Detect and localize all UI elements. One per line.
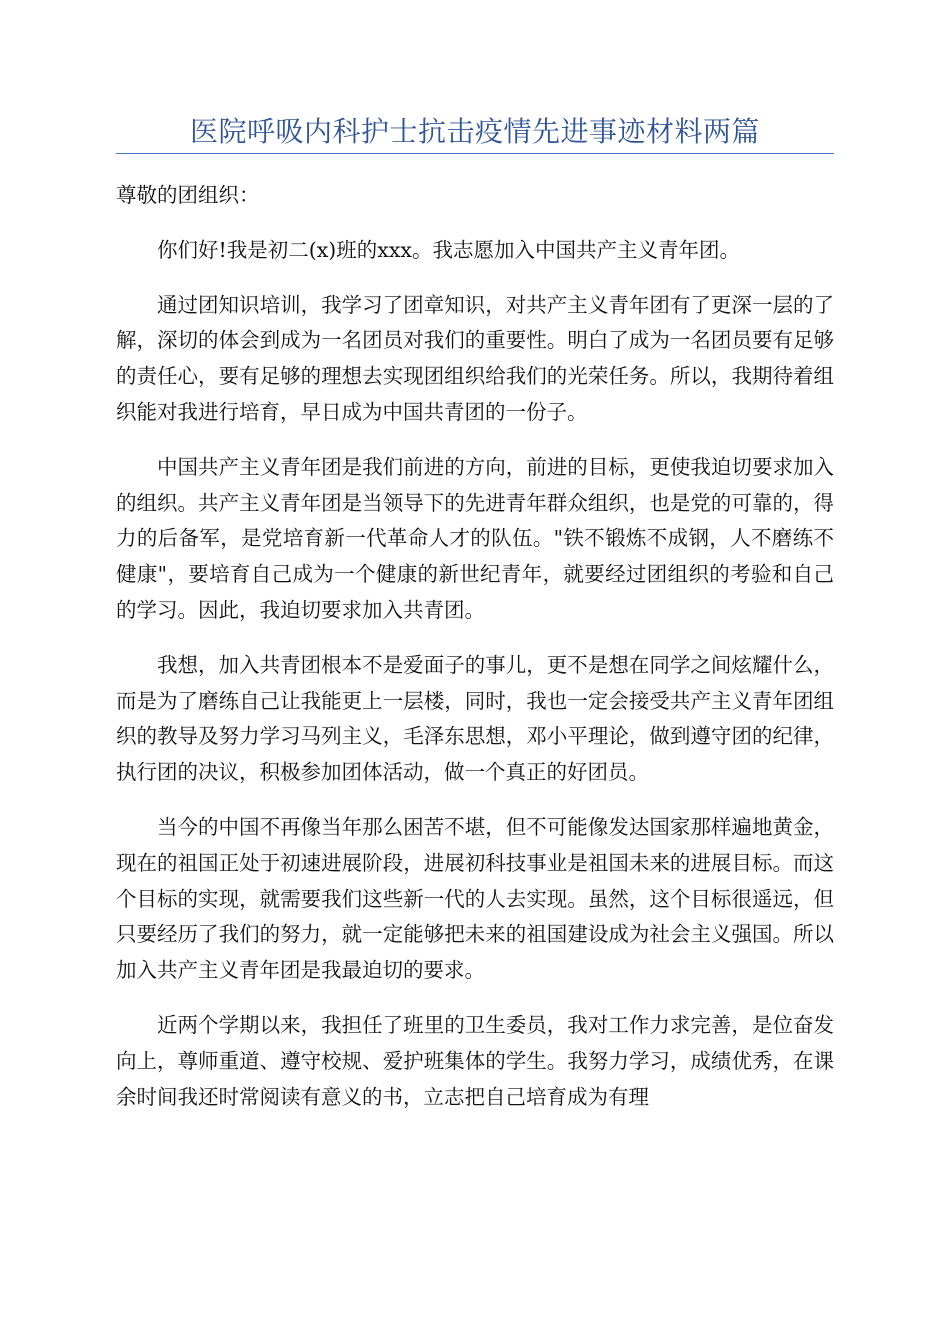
title-underline <box>116 153 834 154</box>
paragraph-1: 你们好!我是初二(x)班的xxx。我志愿加入中国共产主义青年团。 <box>157 237 740 262</box>
document-body <box>116 178 834 1134</box>
paragraph-6: 近两个学期以来，我担任了班里的卫生委员，我对工作力求完善，是位奋发向上，尊师重道、遵守校规、爱护班集体的学生。我努力学习，成绩优秀，在课余时间我还时常阅读有意义的书，立志把自己培育成为有理 <box>116 1012 834 1109</box>
paragraph-4: 我想，加入共青团根本不是爱面子的事儿，更不是想在同学之间炫耀什么，而是为了磨练自己让我能更上一层楼，同时，我也一定会接受共产主义青年团组织的教导及努力学习马列主义，毛泽东思想，邓小平理论，做到遵守团的纪律，执行团的决议，积极参加团体活动，做一个真正的好团员。 <box>116 652 834 785</box>
paragraph-3: 中国共产主义青年团是我们前进的方向，前进的目标，更使我迫切要求加入的组织。共产主义青年团是当领导下的先进青年群众组织，也是党的可靠的，得力的后备军，是党培育新一代革命人才的队伍。"铁不锻炼不成钢，人不磨练不健康"，要培育自己成为一个健康的新世纪青年，就要经过团组织的考验和自己的学习。因此，我迫切要求加入共青团。 <box>116 454 834 622</box>
salutation: 尊敬的团组织： <box>116 183 260 207</box>
paragraph-5: 当今的中国不再像当年那么困苦不堪，但不可能像发达国家那样遍地黄金，现在的祖国正处于初速进展阶段，进展初科技事业是祖国未来的进展目标。而这个目标的实现，就需要我们这些新一代的人去实现。虽然，这个目标很遥远，但只要经历了我们的努力，就一定能够把未来的祖国建设成为社会主义强国。所以加入共产主义青年团是我最迫切的要求。 <box>116 814 834 983</box>
paragraph-2: 通过团知识培训，我学习了团章知识，对共产主义青年团有了更深一层的了解，深切的体会到成为一名团员对我们的重要性。明白了成为一名团员要有足够的责任心，要有足够的理想去实现团组织给我们的光荣任务。所以，我期待着组织能对我进行培育，早日成为中国共青团的一份子。 <box>116 292 834 424</box>
document-title: 医院呼吸内科护士抗击疫情先进事迹材料两篇 <box>189 115 760 148</box>
